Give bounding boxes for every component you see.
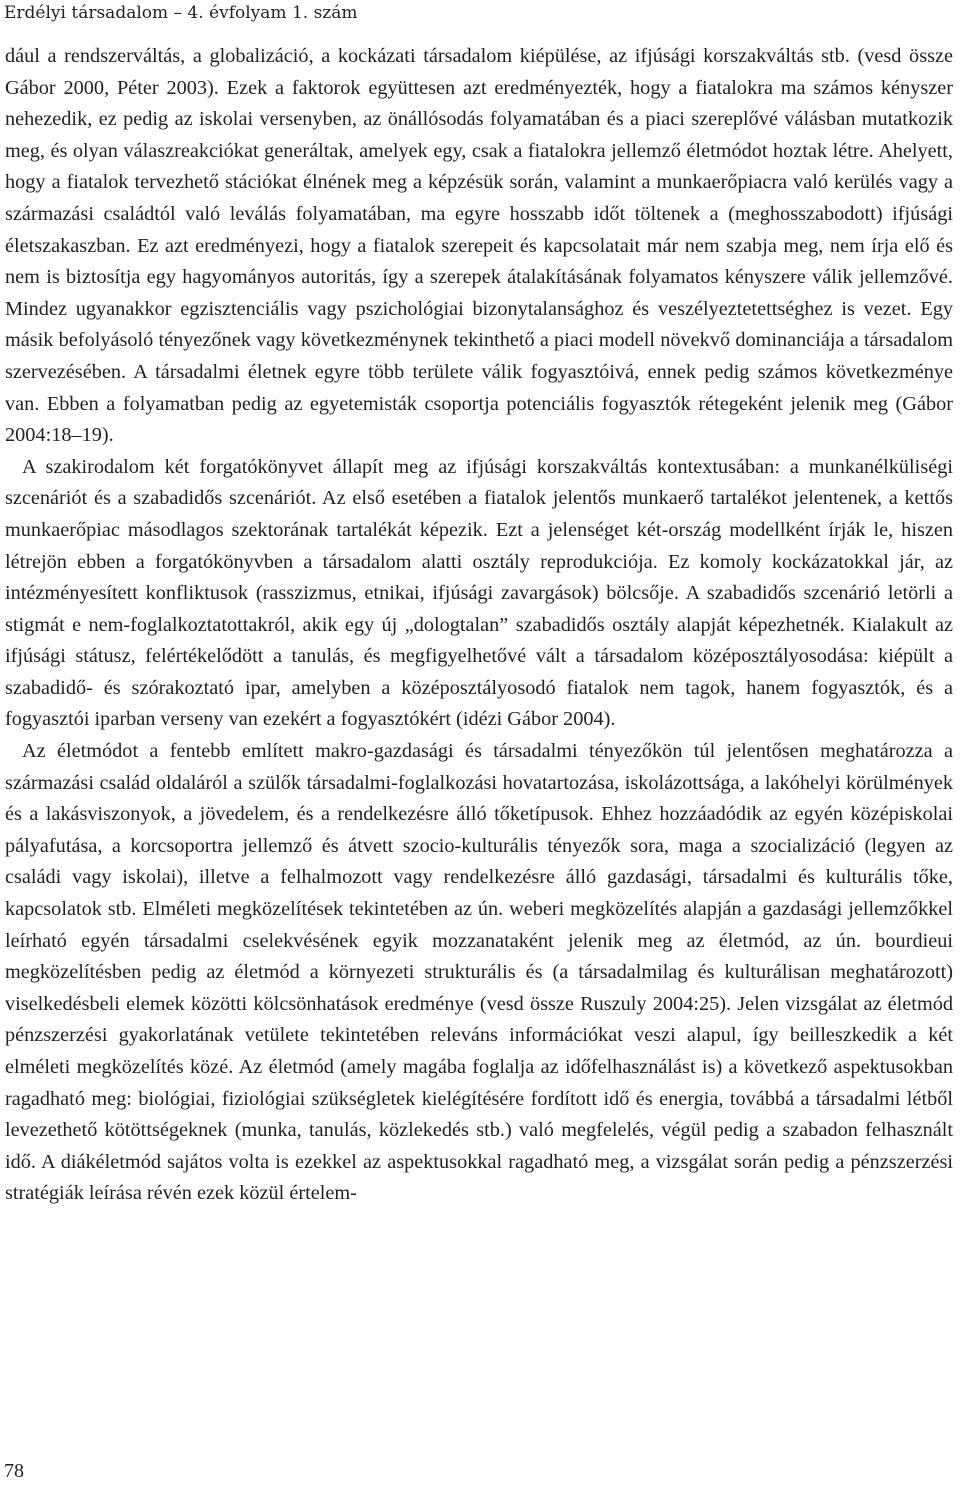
paragraph: dául a rendszerváltás, a globalizáció, a kockázati társadalom kiépülése, az ifjúsági korszakváltás stb. (vesd össze Gábor 2000, Péter 2003). Ezek a faktorok együttesen azt eredményezték, hogy a fiatalokra ma számos kényszer nehezedik, ez pedig az iskolai versenyben, az önállósodás folyamatában és a piaci szereplővé válásban mutatkozik meg, és olyan válaszreakciókat generáltak, amelyek egy, csak a fiatalokra jellemző életmódot hoztak létre. Ahelyett, hogy a fiatalok tervezhető stációkat élnének meg a képzésük során, valamint a munkaerőpiacra való kerülés vagy a származási családtól való leválás folyamatában, ma egyre hosszabb időt töltenek a (meghosszabodott) ifjúsági életszakaszban. Ez azt eredményezi, hogy a fiatalok szerepeit és kapcsolatait már nem szabja meg, nem írja elő és nem is biztosítja egy hagyományos autoritás, így a szerepek átalakításának folyamatos kényszere válik jellemzővé. Mindez ugyanakkor egzisztenciális vagy pszichológiai bizonytalansághoz és veszélyeztetettséghez is vezet. Egy másik befolyásoló tényezőnek vagy következménynek tekinthető a piaci modell növekvő dominanciája a társadalom szervezésében. A társadalmi életnek egyre több területe válik fogyasztóivá, ennek pedig számos következménye van. Ebben a folyamatban pedig az egyetemisták csoportja potenciális fogyasztók rétegeként jelenik meg (Gábor 2004:18–19). (5, 45, 953, 447)
running-title: Erdélyi társadalom – 4. évfolyam 1. szám (4, 3, 358, 23)
paragraph: Az életmódot a fentebb említett makro-gazdasági és társadalmi tényezőkön túl jelentősen meghatározza a származási család oldaláról a szülők társadalmi-foglalkozási hovatartozása, iskolázottsága, a lakóhelyi körülmények és a lakásviszonyok, a jövedelem, és a rendelkezésre álló tőketípusok. Ehhez hozzáadódik az egyén középiskolai pályafutása, a korcsoportra jellemző és átvett szocio-kulturális tényezők sora, maga a szocializáció (legyen az családi vagy iskolai), illetve a felhalmozott vagy rendelkezésre álló gazdasági, társadalmi és kulturális tőke, kapcsolatok stb. Elméleti megközelítések tekintetében az ún. weberi megközelítés alapján a gazdasági jellemzőkkel leírható egyén társadalmi cselekvésének egyik mozzanataként jelenik meg az életmód, az ún. bourdieui megközelítésben pedig az életmód a környezeti strukturális és (a társadalmilag és kulturálisan meghatározott) viselkedésbeli elemek közötti kölcsönhatások eredménye (vesd össze Ruszuly 2004:25). Jelen vizsgálat az életmód pénzszerzési gyakorlatának vetülete tekintetében releváns információkat veszi alapul, így beilleszkedik a két elméleti megközelítés közé. Az életmód (amely magába foglalja az időfelhasználást is) a következő aspektusokban ragadható meg: biológiai, fiziológiai szükségletek kielégítésére fordított idő és energia, továbbá a társadalmi létből levezethető kötöttségeknek (munka, tanulás, közlekedés stb.) való megfelelés, végül pedig a szabadon felhasznált idő. A diákéletmód sajátos volta is ezekkel az aspektusokkal ragadható meg, a vizsgálat során pedig a pénzszerzési stratégiák leírása révén ezek közül értelem- (5, 740, 953, 1205)
article-body (5, 41, 953, 1210)
page-number: 78 (4, 1460, 24, 1482)
paragraph: A szakirodalom két forgatókönyvet állapít meg az ifjúsági korszakváltás kontextusában: a munkanélküliségi szcenáriót és a szabadidős szcenáriót. Az első esetében a fiatalok jelentős munkaerő tartalékot jelentenek, a kettős munkaerőpiac másodlagos szektorának tartalékát képezik. Ezt a jelenséget két-ország modellként írják le, hiszen létrejön ebben a forgatókönyvben a társadalom alatti osztály reprodukciója. Ez komoly kockázatokkal jár, az intézményesített konfliktusok (rasszizmus, etnikai, ifjúsági zavargások) bölcsője. A szabadidős szcenárió letörli a stigmát e nem-foglalkoztatottakról, akik egy új „dologtalan” szabadidős osztály alapját képezhetnék. Kialakult az ifjúsági státusz, felértékelődött a tanulás, és megfigyelhetővé vált a társadalom középosztályosodása: kiépült a szabadidő- és szórakoztató ipar, amelyben a középosztályosodó fiatalok nem tagok, hanem fogyasztók, és a fogyasztói iparban verseny van ezekért a fogyasztókért (idézi Gábor 2004). (5, 455, 953, 731)
